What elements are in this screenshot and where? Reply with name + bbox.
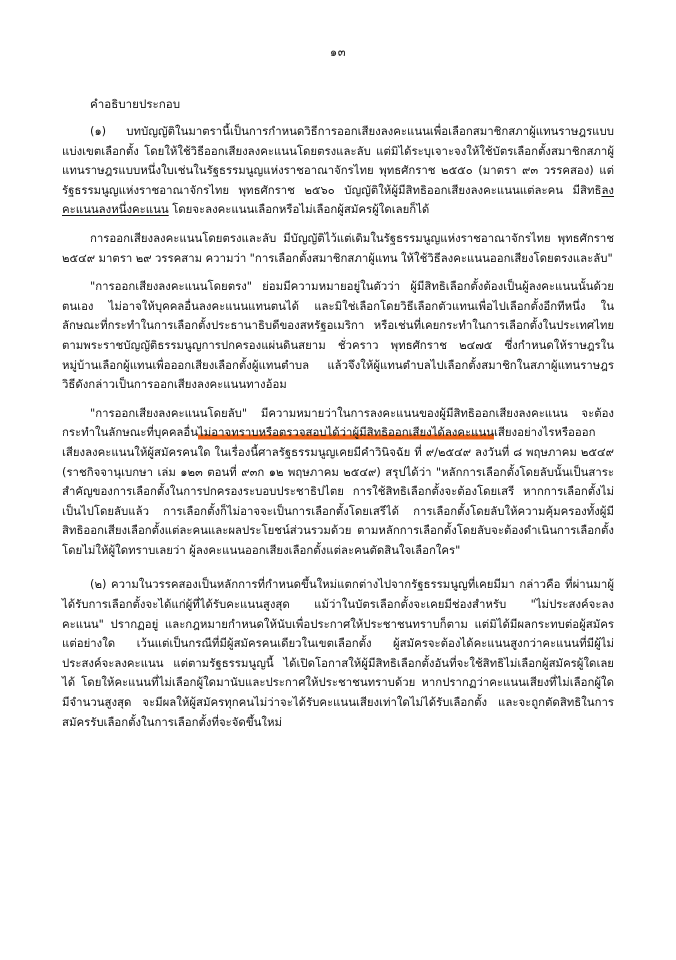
paragraph-block-3 (62, 277, 614, 395)
paragraph-2: การออกเสียงลงคะแนนโดยตรงและลับ มีบัญญัติไว้แต่เดิมในรัฐธรรมนูญแห่งราชอาณาจักรไทย พุทธศักราช ๒๕๔๙ มาตรา ๒๙ วรรคสาม ความว่า "การเลือกตั้งสมาชิกสภาผู้แทน ให้ใช้วิธีลงคะแนนออกเสียงโดยตรงและลับ" (62, 230, 614, 265)
paragraph-4-tail-text: เสียงอย่างไรหรือออกเสียงลงคะแนนให้ผู้สมัครคนใด ในเรื่องนี้ศาลรัฐธรรมนูญเคยมีคำวินิจฉัย ที่ ๙/๒๕๔๙ ลงวันที่ ๘ พฤษภาคม ๒๕๔๙ (ราชกิจจานุเบกษา เล่ม ๑๒๓ ตอนที่ ๙๓ก ๑๒ พฤษภาคม ๒๕๔๙) สรุปได้ว่า "หลักการเลือกตั้งโดยลับนั้นเป็นสาระสำคัญของการเลือกตั้งในการปกครองระบอบประชาธิปไตย การใช้สิทธิเลือกตั้งจะต้องโดยเสรี หากการเลือกตั้งไม่เป็นไปโดยลับแล้ว การเลือกตั้งก็ไม่อาจจะเป็นการเลือกตั้งโดยเสรีได้ การเลือกตั้งโดยลับให้ความคุ้มครองทั้งผู้มีสิทธิออกเสียงเลือกตั้งแต่ละคนและผลประโยชน์ส่วนรวมด้วย ตามหลักการเลือกตั้งโดยลับจะต้องดำเนินการเลือกตั้งโดยไม่ให้ผู้ใดทราบเลยว่า ผู้ลงคะแนนออกเสียงเลือกตั้งแต่ละคนตัดสินใจเลือกใคร" (62, 425, 614, 557)
paragraph-block-1 (62, 122, 614, 220)
highlighted-text: ไม่อาจทราบหรือตรวจสอบได้ว่าผู้มีสิทธิออกเสียงได้ลงคะแนน (198, 425, 495, 440)
paragraph-4 (62, 404, 614, 561)
paragraph-3: "การออกเสียงลงคะแนนโดยตรง" ย่อมมีความหมายอยู่ในตัวว่า ผู้มีสิทธิเลือกตั้งต้องเป็นผู้ลงคะแนนนั้นด้วยตนเอง ไม่อาจให้บุคคลอื่นลงคะแนนแทนตนได้ และมิใช่เลือกโดยวิธีเลือกตัวแทนเพื่อไปเลือกตั้งอีกทีหนึ่ง ในลักษณะที่กระทำในการเลือกตั้งประธานาธิบดีของสหรัฐอเมริกา หรือเช่นที่เคยกระทำในการเลือกตั้งในประเทศไทยตามพระราชบัญญัติธรรมนูญการปกครองแผ่นดินสยาม ชั่วคราว พุทธศักราช ๒๔๗๕ ซึ่งกำหนดให้ราษฎรในหมู่บ้านเลือกผู้แทนเพื่อออกเสียงเลือกตั้งผู้แทนตำบล แล้วจึงให้ผู้แทนตำบลไปเลือกตั้งสมาชิกในสภาผู้แทนราษฎร วิธีดังกล่าวเป็นการออกเสียงลงคะแนนทางอ้อม (62, 279, 614, 392)
paragraph-1-text: (๑) บทบัญญัติในมาตรานี้เป็นการกำหนดวิธีการออกเสียงลงคะแนนเพื่อเลือกสมาชิกสภาผู้แทนราษฎรแบบแบ่งเขตเลือกตั้ง โดยให้ใช้วิธีออกเสียงลงคะแนนโดยตรงและลับ แต่มิได้ระบุเจาะจงให้ใช้บัตรเลือกตั้งสมาชิกสภาผู้แทนราษฎรแบบหนึ่งใบเช่นในรัฐธรรมนูญแห่งราชอาณาจักรไทย พุทธศักราช ๒๕๕๐ (มาตรา ๙๓ วรรคสอง) แต่รัฐธรรมนูญแห่งราชอาณาจักรไทย พุทธศักราช ๒๕๖๐ บัญญัติให้ผู้มีสิทธิออกเสียงลงคะแนนแต่ละคน มีสิทธิ (62, 124, 614, 197)
paragraph-5: (๒) ความในวรรคสองเป็นหลักการที่กำหนดขึ้นใหม่แตกต่างไปจากรัฐธรรมนูญที่เคยมีมา กล่าวคือ ที่ผ่านมาผู้ได้รับการเลือกตั้งจะได้แก่ผู้ที่ได้รับคะแนนสูงสุด แม้ว่าในบัตรเลือกตั้งจะเคยมีช่องสำหรับ "ไม่ประสงค์จะลงคะแนน" ปรากฏอยู่ และกฎหมายกำหนดให้นับเพื่อประกาศให้ประชาชนทราบก็ตาม แต่มิได้มีผลกระทบต่อผู้สมัครแต่อย่างใด เว้นแต่เป็นกรณีที่มีผู้สมัครคนเดียวในเขตเลือกตั้ง ผู้สมัครจะต้องได้คะแนนสูงกว่าคะแนนที่มีผู้ไม่ประสงค์จะลงคะแนน แต่ตามรัฐธรรมนูญนี้ ได้เปิดโอกาสให้ผู้มีสิทธิเลือกตั้งอันที่จะใช้สิทธิไม่เลือกผู้สมัครผู้ใดเลยได้ โดยให้คะแนนที่ไม่เลือกผู้ใดมานับและประกาศให้ประชาชนทราบด้วย หากปรากฏว่าคะแนนเสียงที่ไม่เลือกผู้ใดมีจำนวนสูงสุด จะมีผลให้ผู้สมัครทุกคนไม่ว่าจะได้รับคะแนนเสียงเท่าใดไม่ได้รับเลือกตั้ง และจะถูกตัดสิทธิในการสมัครรับเลือกตั้งในการเลือกตั้งที่จะจัดขึ้นใหม่ (62, 577, 614, 729)
section-heading: คำอธิบายประกอบ (90, 97, 181, 111)
paragraph-1 (62, 122, 614, 220)
page-number: ๑๓ (329, 45, 347, 59)
paragraph-1-tail-text: โดยจะลงคะแนนเลือกหรือไม่เลือกผู้สมัครผู้ใดเลยก็ได้ (168, 202, 430, 217)
paragraph-block-4 (62, 404, 614, 561)
paragraph-4-lead-text: "การออกเสียงลงคะแนนโดยลับ" มีความหมายว่าในการลงคะแนนของผู้มีสิทธิออกเสียงลงคะแนน จะต้องกระทำในลักษณะที่บุคคลอื่น (62, 405, 614, 440)
paragraph-block-2 (62, 229, 614, 268)
paragraph-block-5 (62, 575, 614, 732)
paragraph-1-underlined-text: ลงคะแนนลงหนึ่งคะแนน (62, 182, 614, 217)
